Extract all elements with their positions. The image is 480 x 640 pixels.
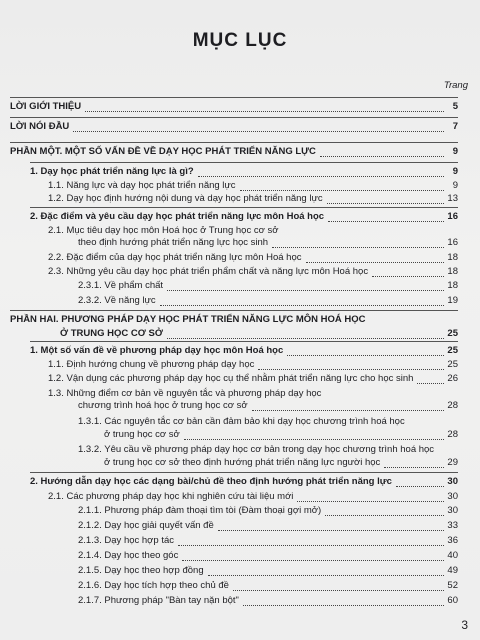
- toc-entry-page: 25: [447, 345, 458, 356]
- dot-leader: [233, 576, 444, 591]
- toc-entry-label: 2.1.1. Phương pháp đàm thoại tìm tòi (Đàm thoại gợi mở): [78, 505, 322, 516]
- dot-leader: [384, 453, 444, 468]
- dot-leader: [306, 248, 444, 263]
- dot-leader: [73, 117, 444, 132]
- toc-entry-page: 33: [447, 520, 458, 531]
- dot-leader: [272, 233, 444, 248]
- toc-entry-page: 16: [447, 211, 458, 222]
- dot-leader: [372, 262, 444, 277]
- toc-entry-label: ở trung học cơ sở theo định hướng phát triển năng lực người học: [104, 457, 381, 468]
- toc-entry-page: 30: [447, 476, 458, 487]
- toc-entry: [48, 358, 458, 372]
- toc-entry-page: 9: [452, 146, 458, 157]
- toc-entry-page: 60: [447, 595, 458, 606]
- dot-leader: [287, 341, 444, 356]
- toc-entry-page: 18: [447, 266, 458, 277]
- toc-entry-label: 2.1.5. Dạy học theo hợp đồng: [78, 565, 204, 576]
- toc-entry: [104, 456, 458, 470]
- dot-leader: [218, 516, 444, 531]
- toc-entry-label: PHẦN MỘT. MỘT SỐ VẤN ĐỀ VỀ DẠY HỌC PHÁT TRIỂN NĂNG LỰC: [10, 146, 316, 157]
- dot-leader: [160, 291, 444, 306]
- dot-leader: [85, 97, 444, 112]
- dot-leader: [184, 425, 444, 440]
- toc-entry-label: 1. Một số vấn đề về phương pháp dạy học môn Hoá học: [30, 345, 284, 356]
- toc-entry-label: 2.1.2. Dạy học giải quyết vấn đề: [78, 520, 214, 531]
- section-divider: [10, 310, 458, 311]
- toc-entry-page: 29: [447, 457, 458, 468]
- toc-entry-label: 1. Dạy học phát triển năng lực là gì?: [30, 166, 194, 177]
- toc-entry-label: 2.2. Đặc điểm của dạy học phát triển năng lực môn Hoá học: [48, 252, 302, 263]
- toc-entry-label: 1.1. Năng lực và dạy học phát triển năng lực: [48, 180, 236, 191]
- toc-entry-label: LỜI NÓI ĐẦU: [10, 121, 70, 132]
- toc-entry-page: 40: [447, 550, 458, 561]
- toc-entry-page: 28: [447, 429, 458, 440]
- toc-entry: [60, 327, 458, 341]
- dot-leader: [167, 276, 444, 291]
- toc-entry: [10, 145, 458, 159]
- toc-entry-label: 2.1.3. Dạy học hợp tác: [78, 535, 175, 546]
- dot-leader: [396, 472, 444, 487]
- page-number: 3: [461, 618, 468, 632]
- toc-entry-label: 1.2. Dạy học định hướng nội dung và dạy học phát triển năng lực: [48, 193, 323, 204]
- dot-leader: [167, 324, 444, 339]
- toc-entry-label: 1.1. Định hướng chung về phương pháp dạy học: [48, 359, 255, 370]
- toc-entry: [10, 120, 458, 134]
- dot-leader: [327, 189, 444, 204]
- toc-entry-label: 1.3. Những điểm cơ bản về nguyên tắc và phương pháp dạy học: [48, 388, 322, 399]
- toc-entry-label: 2. Đặc điểm và yêu cầu dạy học phát triển năng lực môn Hoá học: [30, 211, 325, 222]
- dot-leader: [325, 501, 444, 516]
- toc-entry-page: 18: [447, 280, 458, 291]
- toc-entry-label: PHẦN HAI. PHƯƠNG PHÁP DẠY HỌC PHÁT TRIỂN NĂNG LỰC MÔN HOÁ HỌC: [10, 314, 366, 325]
- dot-leader: [297, 487, 444, 502]
- toc-entry: [78, 294, 458, 308]
- toc-entry-page: 30: [447, 505, 458, 516]
- toc-entry: [10, 100, 458, 114]
- dot-leader: [243, 591, 444, 606]
- dot-leader: [252, 396, 444, 411]
- toc-entry-label: 1.2. Vận dụng các phương pháp dạy học cụ thể nhằm phát triển năng lực cho học sinh: [48, 373, 414, 384]
- toc-entry-page: 52: [447, 580, 458, 591]
- toc-entry-label: 1.3.2. Yêu cầu về phương pháp dạy học cơ bản trong dạy học chương trình hoá học: [78, 444, 435, 455]
- dot-leader: [320, 142, 444, 157]
- toc-entry: [78, 594, 458, 608]
- toc-entry: [78, 399, 458, 413]
- dot-leader: [328, 207, 444, 222]
- dot-leader: [182, 546, 444, 561]
- toc-entry: [30, 210, 458, 224]
- toc-entry-label: chương trình hoá học ở trung học cơ sở: [78, 400, 248, 411]
- toc-entry-page: 7: [452, 121, 458, 132]
- toc-entry-page: 25: [447, 328, 458, 339]
- toc-entry-page: 49: [447, 565, 458, 576]
- dot-leader: [198, 162, 444, 177]
- toc-entry-page: 9: [452, 180, 458, 191]
- toc-entry-page: 5: [452, 101, 458, 112]
- toc-entry-page: 18: [447, 252, 458, 263]
- toc-entry-page: 13: [447, 193, 458, 204]
- toc-entry-label: 2. Hướng dẫn dạy học các dạng bài/chủ đề theo định hướng phát triển năng lực: [30, 476, 392, 487]
- dot-leader: [208, 561, 444, 576]
- toc-entry-label: Ở TRUNG HỌC CƠ SỞ: [60, 328, 163, 339]
- dot-leader: [258, 355, 444, 370]
- toc-entry-page: 26: [447, 373, 458, 384]
- toc-entry-label: 2.3.2. Về năng lực: [78, 295, 156, 306]
- toc-entry-label: 2.1.4. Dạy học theo góc: [78, 550, 179, 561]
- toc-entry-label: 1.3.1. Các nguyên tắc cơ bản cần đảm bảo khi dạy học chương trình hoá học: [78, 416, 405, 427]
- toc-entry: [104, 428, 458, 442]
- dot-leader: [417, 369, 444, 384]
- page-column-label: Trang: [443, 80, 468, 91]
- toc-entry-label: 2.1. Mục tiêu dạy học môn Hoá học ở Trung học cơ sở: [48, 225, 279, 236]
- toc-entry-label: 2.1. Các phương pháp dạy học khi nghiên cứu tài liệu mới: [48, 491, 294, 502]
- toc-entry-label: 2.1.6. Dạy học tích hợp theo chủ đề: [78, 580, 229, 591]
- page-title: MỤC LỤC: [192, 30, 288, 51]
- toc-entry-label: 2.1.7. Phương pháp "Bàn tay nặn bột": [78, 595, 239, 606]
- toc-entry: [48, 372, 458, 386]
- toc-entry-page: 25: [447, 359, 458, 370]
- toc-entry-label: LỜI GIỚI THIỆU: [10, 101, 82, 112]
- toc-entry-page: 16: [447, 237, 458, 248]
- toc-entry-page: 19: [447, 295, 458, 306]
- toc-entry-page: 9: [452, 166, 458, 177]
- dot-leader: [178, 531, 444, 546]
- toc-entry-page: 36: [447, 535, 458, 546]
- toc-entry-page: 28: [447, 400, 458, 411]
- toc-entry-label: 2.3.1. Về phẩm chất: [78, 280, 164, 291]
- toc-entry-page: 30: [447, 491, 458, 502]
- toc-entry-label: ở trung học cơ sở: [104, 429, 180, 440]
- toc-entry-label: 2.3. Những yêu cầu dạy học phát triển phẩm chất và năng lực môn Hoá học: [48, 266, 369, 277]
- section-divider: [30, 472, 458, 473]
- toc-entry-label: theo định hướng phát triển năng lực học sinh: [78, 237, 269, 248]
- toc-entry: [48, 192, 458, 206]
